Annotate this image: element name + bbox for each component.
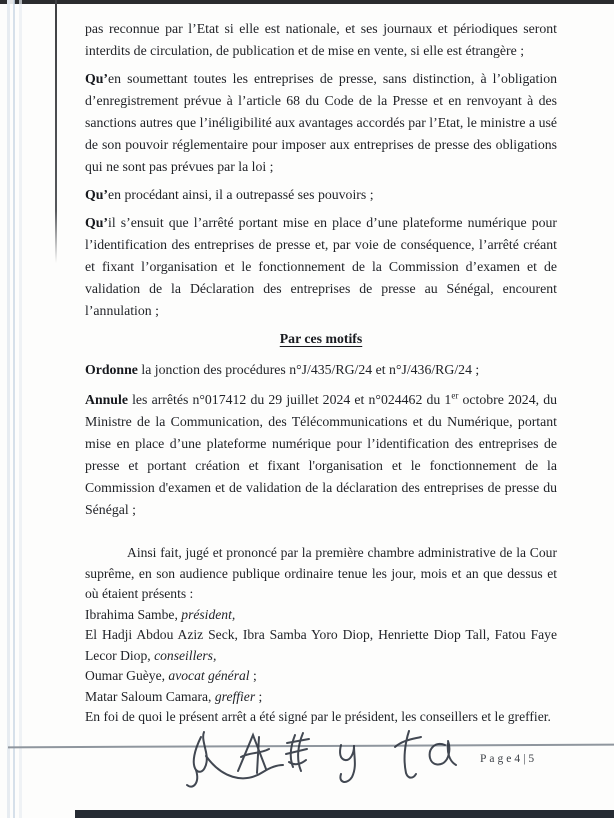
text-segment: conseillers, — [154, 647, 217, 663]
page-number-label: Page4|5 — [480, 753, 538, 765]
handwritten-signatures-icon — [183, 727, 458, 793]
text-segment: Matar Saloum Camara, — [85, 688, 215, 704]
paragraph-continuation — [85, 18, 557, 62]
text-segment: Annule — [85, 392, 128, 407]
text-segment: Oumar Guèye, — [85, 668, 169, 683]
scan-margin-stripe — [19, 0, 22, 818]
text-segment: pas reconnue par l’Etat si elle est nationale, et ses journaux et périodiques seront interdits de circulation, de publication et de mise en vente, si elle est étrangère ; — [85, 21, 557, 58]
line-greffier — [85, 687, 557, 708]
main-paragraphs — [85, 18, 557, 521]
section-heading-par-ces-motifs — [85, 328, 557, 350]
line-conseillers — [85, 625, 557, 666]
text-segment: Qu’ — [85, 187, 108, 202]
text-segment: avocat général — [168, 668, 250, 683]
text-segment: Qu’ — [85, 215, 108, 230]
closing-block — [85, 543, 557, 728]
text-segment: Ibrahima Sambe, — [85, 606, 182, 622]
text-segment: ; — [255, 688, 263, 704]
paragraph-ordonne — [85, 359, 557, 381]
text-segment: ; — [249, 668, 257, 683]
text-segment: les arrêtés n°017412 du 29 juillet 2024 et n°024462 du 1 — [127, 392, 452, 407]
text-segment: en soumettant toutes les entreprises de presse, sans distinction, à l’obligation d’enregistrement prévue à l’article 68 du Code de la Presse et en renvoyant à des sanctions autres que l’inéligibilité aux avantages accordés par l’Etat, le ministre a usé de son pouvoir réglementaire pour imposer aux entreprises de presse des obligations qui ne sont pas prévues par la loi ; — [85, 71, 557, 174]
text-segment: la jonction des procédures n°J/435/RG/24 et n°J/436/RG/24 ; — [137, 362, 480, 377]
text-segment: octobre 2024, du Ministre de la Communication, des Télécommunications et du Numérique, portant mise en place d’une plateforme numérique pour l’identification des entreprises de presse et portant création et fixant l'organisation et le fonctionnement de la Commission d'examen et de validation de la déclaration des entreprises de presse du Sénégal ; — [85, 392, 558, 517]
text-segment: Ordonne — [85, 362, 138, 377]
text-segment: El Hadji Abdou Aziz Seck, Ibra Samba Yoro Diop, Henriette Diop Tall, Fatou Faye Lecor Diop, — [85, 627, 557, 663]
text-segment: greffier — [214, 688, 256, 704]
document-body — [85, 18, 557, 728]
line-avocat-general — [85, 666, 557, 687]
scan-margin-stripe — [13, 0, 15, 818]
line-president — [85, 605, 557, 626]
paragraph-en-foi — [85, 707, 557, 728]
scan-bottom-edge — [75, 810, 614, 818]
scan-fold-line — [55, 0, 57, 263]
text-segment: er — [451, 390, 459, 401]
text-segment: Ainsi fait, jugé et prononcé par la première chambre administrative de la Cour suprême, en son audience publique ordinaire tenue les jour, mois et an que dessus et où étaient présents : — [85, 545, 557, 601]
text-segment: En foi de quoi le présent arrêt a été signé par le président, les conseillers et le greffier. — [85, 709, 551, 724]
scan-top-edge — [0, 0, 614, 4]
paragraph-annule — [85, 389, 557, 521]
paragraph-ainsi-fait — [85, 543, 557, 605]
paragraph-qu-soumettant — [85, 68, 557, 178]
text-segment: Par ces motifs — [279, 331, 363, 346]
text-segment: en procédant ainsi, il a outrepassé ses pouvoirs ; — [108, 187, 374, 202]
scan-margin-stripe — [7, 0, 10, 818]
paragraph-qu-procedant — [85, 184, 557, 206]
paragraph-qu-ensuit — [85, 212, 557, 322]
text-segment: président, — [181, 606, 236, 622]
text-segment: Qu’ — [85, 71, 108, 86]
text-segment: il s’ensuit que l’arrêté portant mise en place d’une plateforme numérique pour l’identification des entreprises de presse et, par voie de conséquence, l’arrêté créant et fixant l’organisation et le fonctionnement de la Commission d’examen et de validation de la Déclaration des entreprises de presse au Sénégal, encourent l’annulation ; — [85, 215, 557, 318]
